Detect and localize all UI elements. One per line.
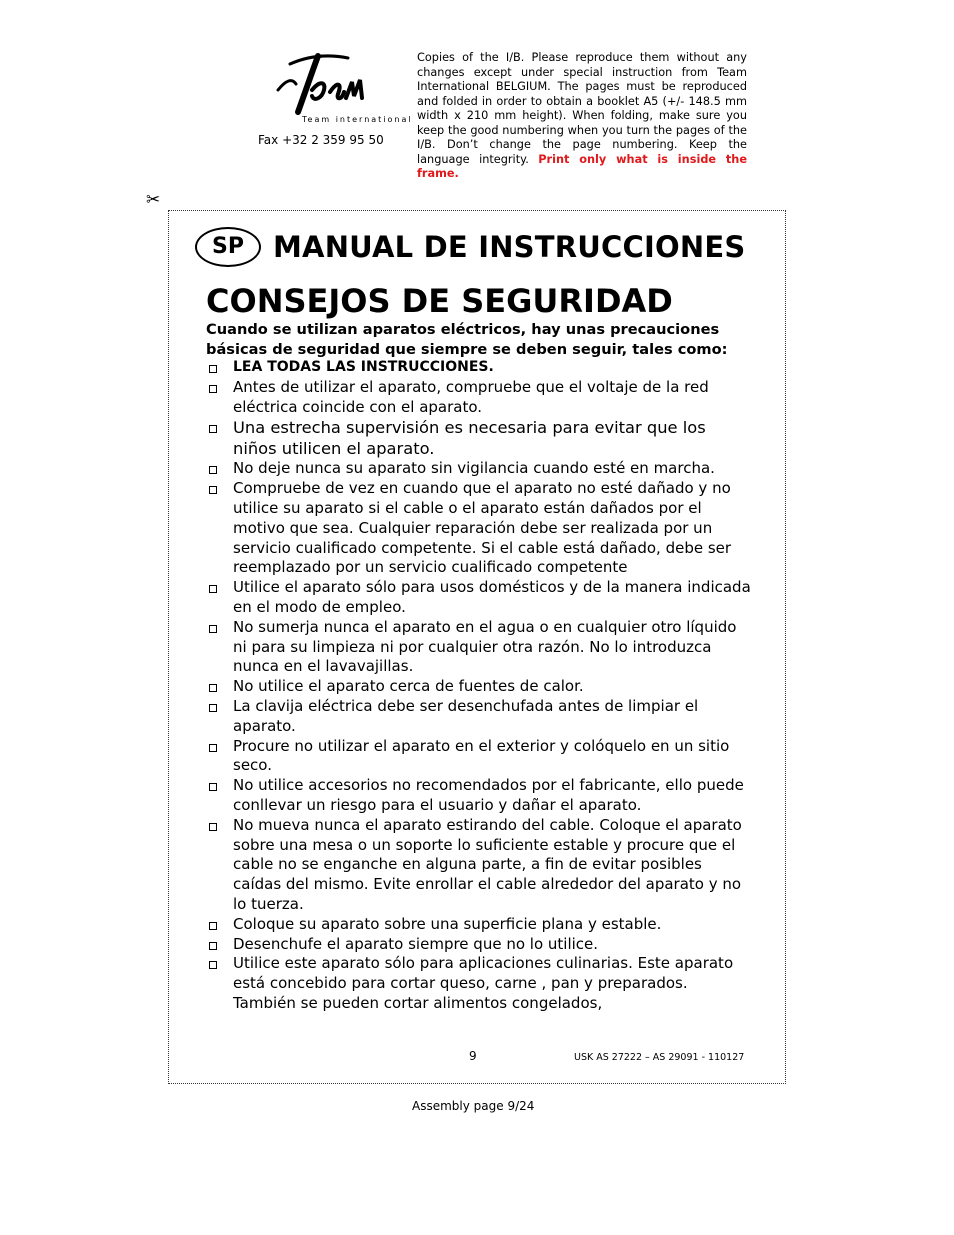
checkbox-bullet-icon <box>209 385 217 393</box>
notice-text: Copies of the I/B. Please reproduce them without any changes except under special instruction from Team International BELGIUM. The pages must be reproduced and folded in order to obtain a booklet A5 (+/- 148.5 mm width x 210 mm height). When folding, make sure you keep the good numbering when you turn the pages of the I/B. Don’t change the page numbering. Keep the language integrity. <box>417 51 747 166</box>
list-item: Utilice el aparato sólo para usos domésticos y de la manera indicada en el modo de empleo. <box>206 578 752 618</box>
checkbox-bullet-icon <box>209 744 217 752</box>
scissors-icon: ✂ <box>146 190 161 210</box>
safety-list <box>206 358 752 1014</box>
reproduction-notice <box>417 51 747 182</box>
assembly-page: Assembly page 9/24 <box>412 1099 535 1113</box>
list-item: Desenchufe el aparato siempre que no lo utilice. <box>206 935 752 955</box>
list-item: LEA TODAS LAS INSTRUCCIONES. <box>206 358 752 378</box>
list-item: No utilice el aparato cerca de fuentes de calor. <box>206 677 752 697</box>
list-item: Procure no utilizar el aparato en el exterior y colóquelo en un sitio seco. <box>206 737 752 777</box>
checkbox-bullet-icon <box>209 625 217 633</box>
list-item: Coloque su aparato sobre una superficie plana y estable. <box>206 915 752 935</box>
language-badge: SP <box>195 227 261 267</box>
notice-warning: Print only what is inside the frame. <box>417 152 747 180</box>
team-logo <box>268 50 413 128</box>
checkbox-bullet-icon <box>209 486 217 494</box>
checkbox-bullet-icon <box>209 425 217 433</box>
list-item: Utilice este aparato sólo para aplicaciones culinarias. Este aparato está concebido para cortar queso, carne , pan y preparados. También se pueden cortar alimentos congelados, <box>206 954 752 1013</box>
list-item: La clavija eléctrica debe ser desenchufada antes de limpiar el aparato. <box>206 697 752 737</box>
page-number: 9 <box>469 1049 477 1063</box>
checkbox-bullet-icon <box>209 684 217 692</box>
checkbox-bullet-icon <box>209 365 217 373</box>
checkbox-bullet-icon <box>209 585 217 593</box>
team-logo-graphic <box>268 50 413 128</box>
list-item: No deje nunca su aparato sin vigilancia cuando esté en marcha. <box>206 459 752 479</box>
checkbox-bullet-icon <box>209 961 217 969</box>
list-item: No utilice accesorios no recomendados por el fabricante, ello puede conllevar un riesgo para el usuario y dañar el aparato. <box>206 776 752 816</box>
logo-wordmark: Team international <box>302 115 413 124</box>
reference-code: USK AS 27222 – AS 29091 - 110127 <box>574 1052 745 1063</box>
checkbox-bullet-icon <box>209 466 217 474</box>
section-intro: Cuando se utilizan aparatos eléctricos, hay unas precauciones básicas de seguridad que siempre se deben seguir, tales como: <box>206 321 728 358</box>
list-item: Antes de utilizar el aparato, compruebe que el voltaje de la red eléctrica coincide con el aparato. <box>206 378 752 418</box>
list-item: No sumerja nunca el aparato en el agua o en cualquier otro líquido ni para su limpieza ni por cualquier otra razón. No lo introduzca nunca en el lavavajillas. <box>206 618 752 677</box>
section-title: CONSEJOS DE SEGURIDAD <box>206 282 673 320</box>
manual-title: MANUAL DE INSTRUCCIONES <box>273 230 746 264</box>
fax-number: Fax +32 2 359 95 50 <box>258 133 384 147</box>
checkbox-bullet-icon <box>209 942 217 950</box>
checkbox-bullet-icon <box>209 823 217 831</box>
list-item: No mueva nunca el aparato estirando del cable. Coloque el aparato sobre una mesa o un soporte lo suficiente estable y procure que el cable no se enganche en alguna parte, a fin de evitar posibles caídas del mismo. Evite enrollar el cable alrededor del aparato y no lo tuerza. <box>206 816 752 915</box>
checkbox-bullet-icon <box>209 922 217 930</box>
list-item: Una estrecha supervisión es necesaria para evitar que los niños utilicen el aparato. <box>206 417 752 459</box>
checkbox-bullet-icon <box>209 783 217 791</box>
list-item: Compruebe de vez en cuando que el aparato no esté dañado y no utilice su aparato si el cable o el aparato están dañados por el motivo que sea. Cualquier reparación debe ser realizada por un servicio cualificado competente. Si el cable está dañado, debe ser reemplazado por un servicio cualificado competente <box>206 479 752 578</box>
checkbox-bullet-icon <box>209 704 217 712</box>
